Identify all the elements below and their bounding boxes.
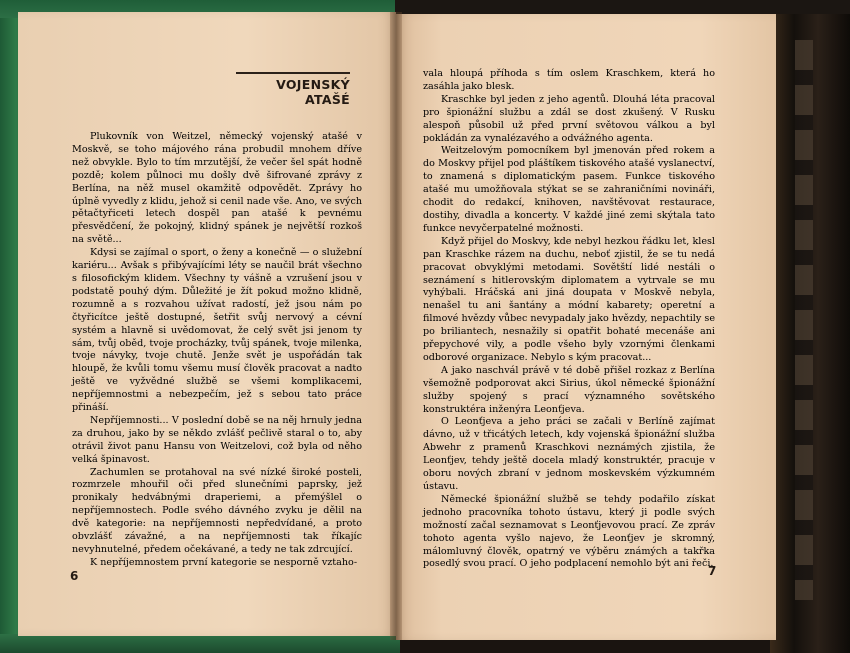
paragraph: K nepříjemnostem první kategorie se nesporně vztaho- <box>90 556 358 568</box>
background-strip <box>795 40 813 600</box>
chapter-title: VOJENSKÝ ATAŠÉ <box>276 77 350 107</box>
paragraph: Weitzelovým pomocníkem byl jmenován před rokem a do Moskvy přijel pod pláštíkem tiskového atašé vyslanectví, to znamená s diplomatickým pasem. Funkce tiskového atašé mu umožňovala stýkat se se zahraničními novináři, chodit do redakcí, knihoven, navštěvovat restaurace, dostihy, divadla a koncerty. V každé jiné zemi skýtala tato funkce nevyčerpatelné možnosti. <box>423 145 715 234</box>
paragraph: Když přijel do Moskvy, kde nebyl hezkou řádku let, klesl pan Kraschke rázem na duchu, neboť zjistil, že se tu nedá pracovat obvyklými metodami. Sovětští lidé nestáli o seznámení s hitlerovským diplomatem a vytrvale se mu vyhýbali. Hráčská ani jiná doupata v Moskvě nebyla, nenašel tu ani šantány a módní kabarety; operetní a filmové hvězdy vůbec nevypadaly jako hvězdy, nepachtily se po briliantech, nesnažily si opatřit bohaté mecenáše ani přepychové vily, a podle všeho byly vzornými členkami odborové organizace. Nebylo s kým pracovat... <box>423 235 715 363</box>
right-page-text <box>423 68 715 571</box>
paragraph: Německé špionážní službě se tehdy podařilo získat jednoho pracovníka tohoto ústavu, který ji podle svých možností začal seznamovat s Leonťjevovou prací. Ze zpráv tohoto agenta vyšlo najevo, že Leonťjev je skromný, málomluvný člověk, opatrný ve výběru známých a takřka posedlý svou prací. O jeho podplacení nemohlo být ani řeči. <box>423 493 715 570</box>
page-number-right: 7 <box>708 564 717 578</box>
paragraph: Kdysi se zajímal o sport, o ženy a konečně — o služební kariéru... Avšak s přibývajícími léty se naučil brát všechno s filosofickým klidem. Všechny ty vášně a vzrušení jsou v podstatě pouhý dým. Důležité je žít pokud možno klidně, rozumně a s rozvahou užívat radostí, jež jsou nám po čtyřicítce ještě dostupné, šetřit svůj nervový a cévní systém a hlavně si uvědomovat, že celý svět jsi jenom ty sám, tvůj oběd, tvoje procházky, tvůj spánek, tvoje milenka, tvoje návyky, tvoje chutě. Jenže svět je uspořádán tak hloupě, že kvůli tomu všemu musí člověk pracovat a nadto ještě ve vyžvědné službě se všemi komplikacemi, nepříjemnostmi a nebezpečím, jež s sebou tato práce přináší. <box>72 247 362 414</box>
page-number-left: 6 <box>70 569 79 583</box>
book-cover-bottom <box>0 634 400 653</box>
paragraph: A jako naschvál právě v té době přišel rozkaz z Berlína všemožně podporovat akci Sirius, úkol německé špionážní služby spojený s prací významného sovětského konstruktéra inženýra Leonťjeva. <box>423 364 715 415</box>
paragraph: vala hloupá příhoda s tím oslem Kraschkem, která ho zasáhla jako blesk. <box>423 68 715 92</box>
book-spine <box>390 12 402 640</box>
left-page-text <box>72 131 362 570</box>
chapter-rule <box>236 72 350 74</box>
paragraph: Kraschke byl jeden z jeho agentů. Dlouhá léta pracoval pro špionážní službu a zdál se dost zkušený. V Rusku alespoň působil už před první světovou válkou a byl pokládán za vynalézavého a odvážného agenta. <box>423 93 715 144</box>
paragraph: O Leonťjeva a jeho práci se začali v Berlíně zajímat dávno, už v třicátých letech, kdy vojenská špionážní služba Abwehr z pramenů Kraschkovi neznámých zjistila, že Leonťjev, tehdy ještě docela mladý konstruktér, pracuje v oboru nových zbraní v jednom moskevském výzkumném ústavu. <box>423 416 715 492</box>
background-top <box>395 0 850 14</box>
paragraph: Zachumlen se protahoval na své nízké široké posteli, rozmrzele mhouřil oči před slunečními paprsky, jež pronikaly hedvábnými draperiemi, a přemýšlel o nepříjemnostech. Podle svého dávného zvyku je dělil na dvě kategorie: na nepříjemnosti nepředvídané, a proto obvzlášť závažné, a na nepříjemnosti tak říkajíc nevyhnutelné, předem očekávané, a tedy ne tak zdrcující. <box>72 466 362 555</box>
paragraph: Plukovník von Weitzel, německý vojenský atašé v Moskvě, se toho májového rána probudil mnohem dříve než obvykle. Bylo to tím mrzutější, že večer šel spát hodně pozdě; kolem půlnoci mu došly dvě šifrované zprávy z Berlína, na něž musel okamžitě odpovědět. Zprávy ho úplně vyvedly z klidu, jehož si cenil nade vše. Ano, ve svých pětačtyřiceti letech dospěl pan atašé k pevnému přesvědčení, že pokojný, klidný spánek je největší rozkoš na světě... <box>72 131 362 246</box>
paragraph: Nepříjemnosti... V poslední době se na něj hrnuly jedna za druhou, jako by se někdo zvlášť pečlivě staral o to, aby otrávil život panu Hansu von Weitzelovi, což byla od něho velká špinavost. <box>72 414 362 465</box>
